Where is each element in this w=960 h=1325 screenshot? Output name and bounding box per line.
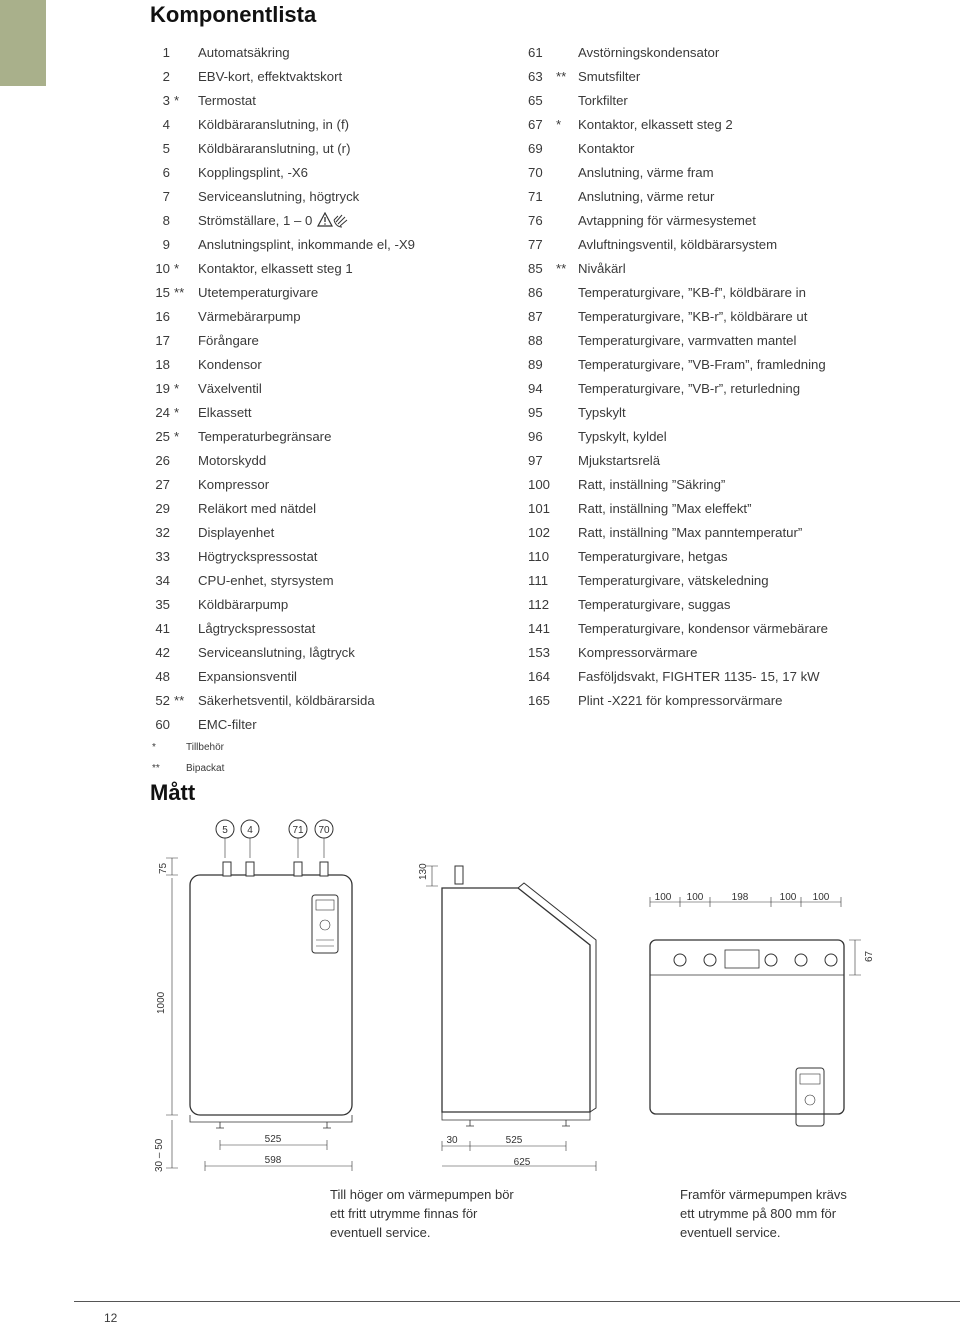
dim-side-offset: 30 bbox=[446, 1135, 458, 1146]
dim-top-spacing: 100 bbox=[654, 892, 672, 903]
list-item: 141 Temperaturgivare, kondensor värmebärare bbox=[528, 621, 828, 636]
list-item: 10 * Kontaktor, elkassett steg 1 bbox=[155, 261, 353, 276]
warning-hand-icon bbox=[316, 212, 350, 228]
list-item: 34 CPU-enhet, styrsystem bbox=[155, 573, 334, 588]
list-item: 164 Fasföljdsvakt, FIGHTER 1135- 15, 17 kW bbox=[528, 669, 820, 684]
list-item: 61 Avstörningskondensator bbox=[528, 45, 720, 60]
list-item: 9 Anslutningsplint, inkommande el, -X9 bbox=[162, 237, 415, 252]
list-item: 153 Kompressorvärmare bbox=[528, 645, 698, 660]
list-item: 88 Temperaturgivare, varmvatten mantel bbox=[528, 333, 797, 348]
list-item: 165 Plint -X221 för kompressorvärmare bbox=[528, 693, 783, 708]
note-right-clearance: Till höger om värmepumpen bör ett fritt utrymme finnas för eventuell service. bbox=[330, 1187, 514, 1240]
list-item: 111 Temperaturgivare, vätskeledning bbox=[528, 573, 769, 588]
list-item: 102 Ratt, inställning ”Max panntemperatur” bbox=[528, 525, 803, 540]
list-item: 17 Förångare bbox=[155, 333, 259, 348]
list-item: 2 EBV-kort, effektvaktskort bbox=[162, 69, 343, 84]
callout-label: 4 bbox=[247, 825, 253, 836]
list-item: 76 Avtappning för värmesystemet bbox=[528, 213, 756, 228]
dim-top-spacing: 100 bbox=[779, 892, 797, 903]
list-item: 41 Lågtryckspressostat bbox=[155, 621, 316, 636]
list-item: 3 * Termostat bbox=[162, 93, 256, 108]
list-item: 85 ** Nivåkärl bbox=[528, 261, 626, 276]
component-list-left bbox=[150, 41, 490, 737]
list-item: 100 Ratt, inställning ”Säkring” bbox=[528, 477, 726, 492]
list-item: 32 Displayenhet bbox=[155, 525, 275, 540]
list-item: 95 Typskylt bbox=[528, 405, 626, 420]
list-item: 6 Kopplingsplint, -X6 bbox=[162, 165, 308, 180]
section-tab-marker bbox=[0, 0, 46, 86]
list-item: 29 Reläkort med nätdel bbox=[155, 501, 317, 516]
list-item: 67 * Kontaktor, elkassett steg 2 bbox=[528, 117, 733, 132]
list-item: 8 Strömställare, 1 – 0 bbox=[150, 209, 490, 233]
list-item: 15 ** Utetemperaturgivare bbox=[155, 285, 319, 300]
list-item: 19 * Växelventil bbox=[155, 381, 262, 396]
dim-top-spacing: 198 bbox=[731, 892, 749, 903]
dim-side-inner-depth: 525 bbox=[505, 1135, 523, 1146]
dimension-drawing bbox=[0, 800, 960, 1190]
dim-top-spacing: 100 bbox=[812, 892, 830, 903]
list-item: 42 Serviceanslutning, lågtryck bbox=[155, 645, 355, 660]
list-item: 63 ** Smutsfilter bbox=[528, 69, 641, 84]
list-item: 4 Köldbäraranslutning, in (f) bbox=[162, 117, 350, 132]
list-item: 48 Expansionsventil bbox=[155, 669, 297, 684]
page-number: 12 bbox=[104, 1311, 118, 1325]
list-item: 86 Temperaturgivare, ”KB-f”, köldbärare in bbox=[528, 285, 806, 300]
footer-divider bbox=[74, 1301, 960, 1302]
dim-front-width: 598 bbox=[264, 1155, 282, 1166]
list-item: 97 Mjukstartsrelä bbox=[528, 453, 661, 468]
list-item: 77 Avluftningsventil, köldbärarsystem bbox=[528, 237, 778, 252]
list-item: 60 EMC-filter bbox=[155, 717, 257, 732]
list-item: 89 Temperaturgivare, ”VB-Fram”, framledning bbox=[528, 357, 826, 372]
list-item: 101 Ratt, inställning ”Max eleffekt” bbox=[528, 501, 752, 516]
list-item: 110 Temperaturgivare, hetgas bbox=[528, 549, 728, 564]
top-view bbox=[650, 892, 875, 1126]
list-item: 16 Värmebärarpump bbox=[155, 309, 301, 324]
dim-front-inner-width: 525 bbox=[264, 1134, 282, 1145]
dim-top-height: 67 bbox=[864, 950, 875, 962]
callout-label: 5 bbox=[222, 825, 228, 836]
callout-label: 70 bbox=[318, 825, 330, 836]
list-item: 24 * Elkassett bbox=[155, 405, 252, 420]
list-item: 70 Anslutning, värme fram bbox=[528, 165, 714, 180]
dim-front-height: 1000 bbox=[156, 991, 167, 1014]
list-item: 35 Köldbärarpump bbox=[155, 597, 289, 612]
side-view bbox=[418, 863, 596, 1171]
list-item: 33 Högtryckspressostat bbox=[155, 549, 318, 564]
callout-label: 71 bbox=[292, 825, 304, 836]
list-item: 27 Kompressor bbox=[155, 477, 270, 492]
list-item: 7 Serviceanslutning, högtryck bbox=[162, 189, 360, 204]
dim-top-spacing: 100 bbox=[686, 892, 704, 903]
list-item: 26 Motorskydd bbox=[155, 453, 267, 468]
dim-side-top: 130 bbox=[418, 863, 429, 880]
front-view bbox=[154, 858, 352, 1172]
list-item: 94 Temperaturgivare, ”VB-r”, returledning bbox=[528, 381, 801, 396]
dim-side-depth: 625 bbox=[513, 1157, 531, 1168]
list-item: 112 Temperaturgivare, suggas bbox=[528, 597, 731, 612]
list-item: 69 Kontaktor bbox=[528, 141, 635, 156]
component-list-right bbox=[528, 41, 948, 713]
list-item: 87 Temperaturgivare, ”KB-r”, köldbärare ut bbox=[528, 309, 808, 324]
dim-front-top: 75 bbox=[158, 862, 169, 874]
list-item: 18 Kondensor bbox=[155, 357, 262, 372]
page-title: Komponentlista bbox=[150, 2, 317, 27]
dim-front-feet: 30 – 50 bbox=[154, 1138, 165, 1172]
list-item: 1 Automatsäkring bbox=[162, 45, 290, 60]
list-item: 52 ** Säkerhetsventil, köldbärarsida bbox=[155, 693, 375, 708]
connection-callouts bbox=[216, 820, 333, 858]
list-item: 65 Torkfilter bbox=[528, 93, 628, 108]
note-front-clearance: Framför värmepumpen krävs ett utrymme på 800 mm för eventuell service. bbox=[680, 1187, 847, 1240]
list-item: 71 Anslutning, värme retur bbox=[528, 189, 715, 204]
dimensions-title: Mått bbox=[150, 780, 196, 805]
list-item: 5 Köldbäraranslutning, ut (r) bbox=[162, 141, 351, 156]
list-item: 96 Typskylt, kyldel bbox=[528, 429, 667, 444]
list-item: 25 * Temperaturbegränsare bbox=[155, 429, 332, 444]
